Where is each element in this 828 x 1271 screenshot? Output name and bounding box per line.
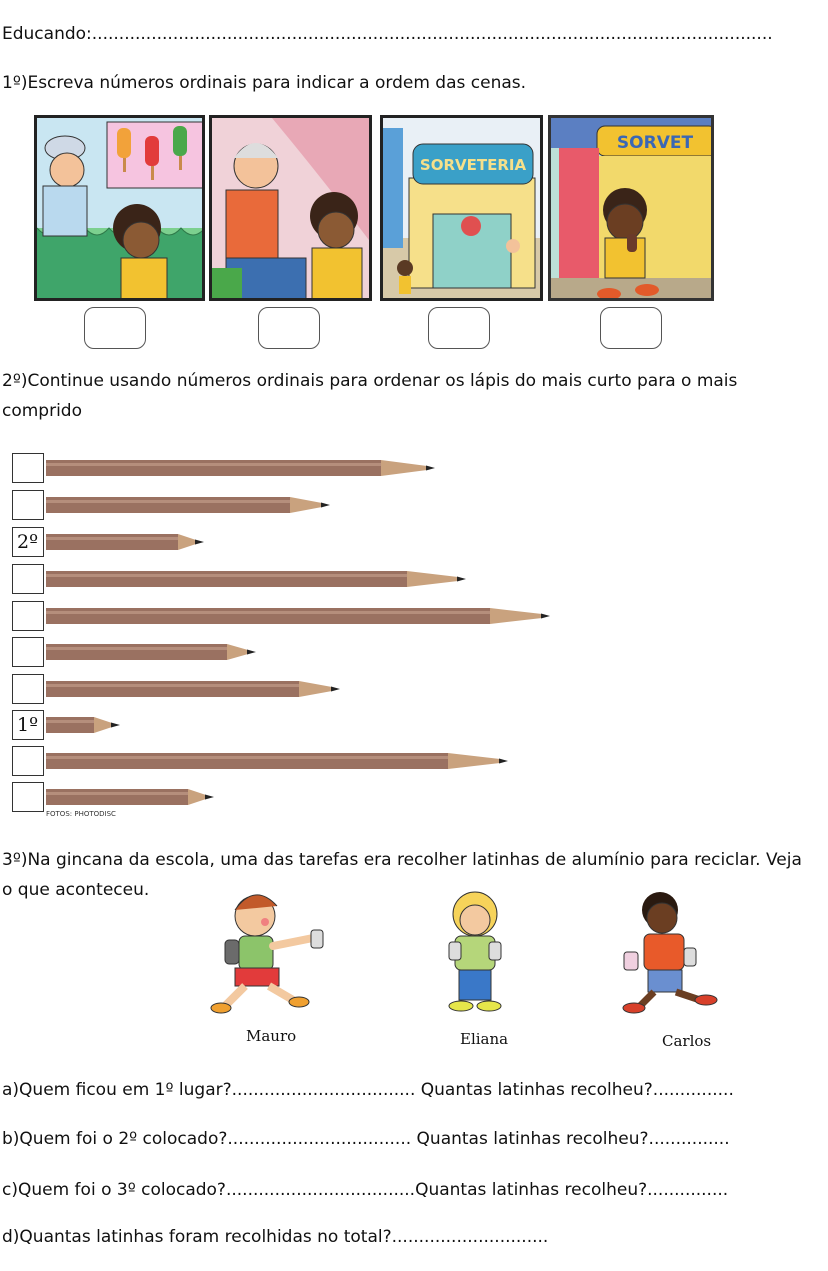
boy-walking-icon [610, 888, 730, 1018]
grandfather-child-icon [212, 118, 372, 301]
pencil-order-box[interactable] [12, 674, 44, 704]
shop-sign-text: SORVETERIA [419, 156, 527, 174]
pencil-order-box[interactable] [12, 746, 44, 776]
pencil [46, 494, 330, 516]
shop-sign-text: SORVET [616, 133, 694, 153]
pencil-order-box[interactable] [12, 453, 44, 483]
pencil [46, 531, 204, 553]
pencil [46, 568, 466, 590]
question-2-text-line-2: comprido [2, 401, 83, 421]
student-name-line [2, 24, 773, 44]
pencil-order-box[interactable] [12, 564, 44, 594]
question-3c: c)Quem foi o 3º colocado?...................................Quantas latinhas recolheu?............... [2, 1180, 729, 1200]
scene-3-order-box[interactable] [428, 307, 490, 349]
question-3-text-line-1: 3º)Na gincana da escola, uma das tarefas era recolher latinhas de alumínio para reciclar. Veja [2, 850, 802, 870]
pencil-order-box[interactable]: 2º [12, 527, 44, 557]
student-label: Educando: [2, 24, 92, 44]
photo-credit: FOTOS: PHOTODISC [46, 810, 116, 818]
child-name-mauro: Mauro [246, 1027, 297, 1045]
child-name-carlos: Carlos [662, 1032, 712, 1050]
child-name-eliana: Eliana [460, 1030, 509, 1048]
pencil-order-box[interactable] [12, 490, 44, 520]
eliana-illustration [425, 888, 525, 1022]
pencil [46, 641, 256, 663]
question-3b: b)Quem foi o 2º colocado?.................................. Quantas latinhas recolheu?............... [2, 1129, 730, 1149]
scene-4-order-box[interactable] [600, 307, 662, 349]
question-3-text-line-2: o que aconteceu. [2, 880, 150, 900]
sorveteria-shop-icon [383, 118, 543, 301]
question-3a: a)Quem ficou em 1º lugar?.................................. Quantas latinhas recolheu?............... [2, 1080, 734, 1100]
pencil [46, 457, 435, 479]
scene-3 [380, 115, 543, 301]
question-1-text: 1º)Escreva números ordinais para indicar a ordem das cenas. [2, 73, 527, 93]
pencil-order-box[interactable] [12, 601, 44, 631]
pencil-order-box[interactable]: 1º [12, 710, 44, 740]
pencil [46, 750, 508, 772]
ice-cream-vendor-icon [37, 118, 205, 301]
scene-1-order-box[interactable] [84, 307, 146, 349]
question-3d: d)Quantas latinhas foram recolhidas no total?............................. [2, 1227, 549, 1247]
carlos-illustration [610, 888, 730, 1022]
boy-running-icon [205, 888, 335, 1018]
pencil-order-box[interactable] [12, 637, 44, 667]
scene-1 [34, 115, 205, 301]
pencil [46, 786, 214, 808]
child-eating-ice-cream-icon [551, 118, 714, 301]
question-2-text-line-1: 2º)Continue usando números ordinais para ordenar os lápis do mais curto para o mais [2, 371, 738, 391]
scene-2-order-box[interactable] [258, 307, 320, 349]
pencil [46, 678, 340, 700]
mauro-illustration [205, 888, 335, 1022]
pencil [46, 714, 120, 736]
girl-with-cans-icon [425, 888, 525, 1018]
scene-4 [548, 115, 714, 301]
scene-2 [209, 115, 372, 301]
student-dots: .............................................................................................................................. [91, 24, 773, 44]
pencil [46, 605, 550, 627]
pencil-order-box[interactable] [12, 782, 44, 812]
